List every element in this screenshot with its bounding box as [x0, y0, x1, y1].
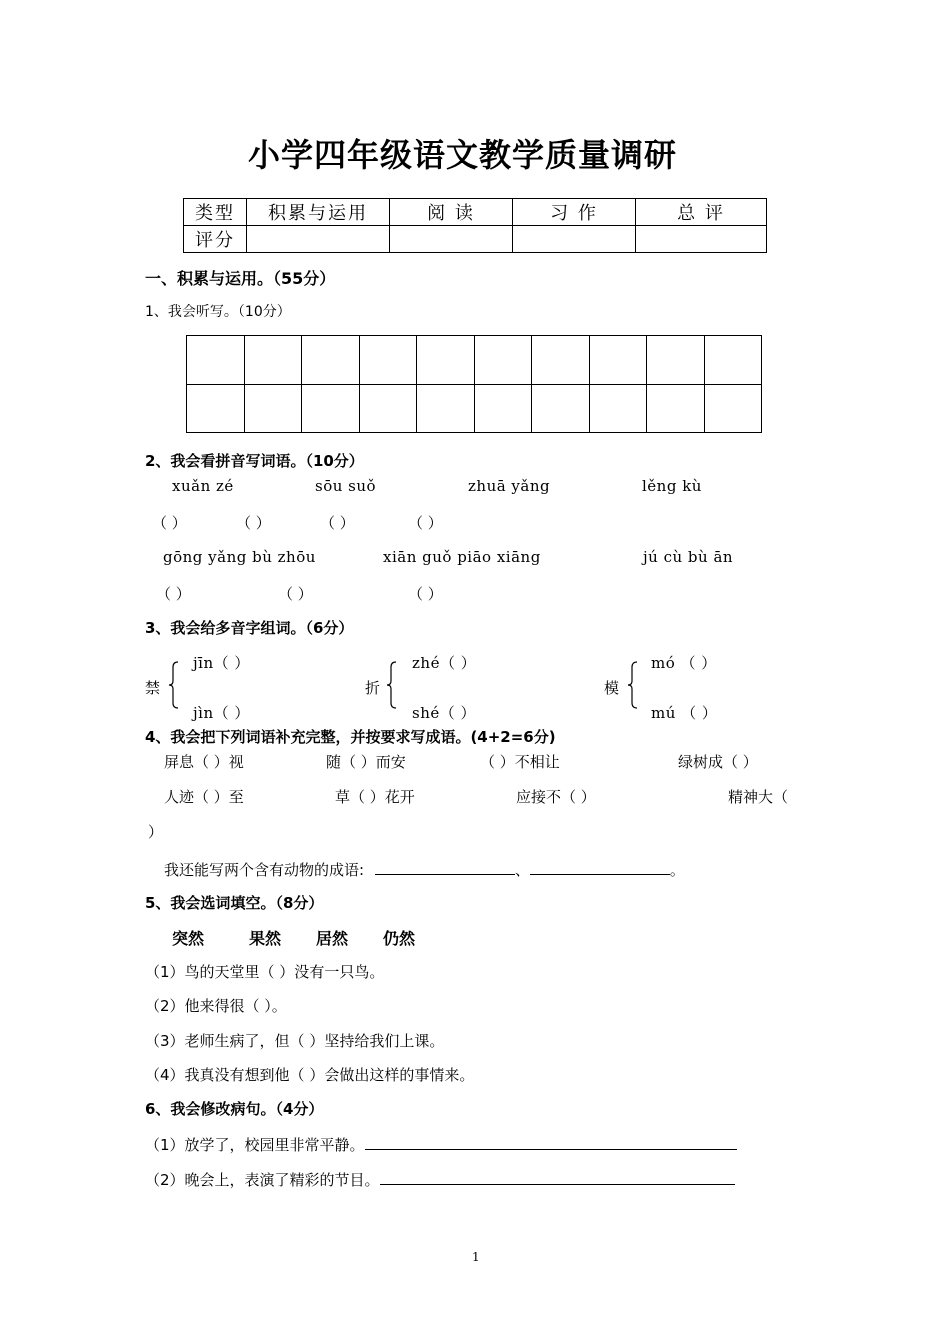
- answer-line[interactable]: [530, 860, 670, 875]
- answer-blank[interactable]: （ ）: [152, 514, 187, 532]
- polyphone-char: 模: [604, 679, 620, 697]
- section-1-heading: 一、积累与运用。（55分）: [145, 269, 336, 288]
- pinyin-3: zhuā yǎng: [468, 477, 551, 495]
- idiom-item[interactable]: 人迹（ ）至: [164, 788, 244, 806]
- grid-cell[interactable]: [417, 336, 475, 385]
- grid-cell[interactable]: [474, 384, 532, 433]
- brace-icon: [628, 661, 638, 709]
- grid-cell[interactable]: [647, 384, 705, 433]
- idiom-item[interactable]: 随（ ）而安: [326, 753, 406, 771]
- pinyin-1: xuǎn zé: [172, 477, 234, 495]
- idiom-item[interactable]: 绿树成（ ）: [678, 753, 758, 771]
- idiom-item[interactable]: 精神大（: [728, 788, 789, 806]
- animal-idiom-prompt: 我还能写两个含有动物的成语:: [164, 861, 365, 879]
- q6-heading: 6、我会修改病句。（4分）: [145, 1100, 324, 1118]
- pinyin-6: xiān guǒ piāo xiāng: [383, 548, 541, 566]
- brace-icon: [169, 661, 179, 709]
- grid-cell[interactable]: [704, 336, 762, 385]
- answer-blank[interactable]: （ ）: [278, 585, 313, 603]
- grid-cell[interactable]: [302, 336, 360, 385]
- sentence-item: [145, 1169, 735, 1190]
- q5-heading: 5、我会选词填空。（8分）: [145, 894, 324, 912]
- fill-item[interactable]: （2）他来得很（ ）。: [145, 997, 287, 1015]
- grid-cell[interactable]: [417, 384, 475, 433]
- idiom-item[interactable]: 草（ ）花开: [335, 788, 415, 806]
- grid-row: [187, 384, 762, 433]
- grid-cell[interactable]: [474, 336, 532, 385]
- pinyin-5: gōng yǎng bù zhōu: [163, 548, 316, 566]
- grid-cell[interactable]: [704, 384, 762, 433]
- score-table: [183, 198, 767, 253]
- pinyin-4: lěng kù: [642, 477, 702, 495]
- grid-cell[interactable]: [244, 384, 302, 433]
- answer-blank[interactable]: （ ）: [320, 514, 355, 532]
- score-cell[interactable]: [247, 226, 390, 253]
- polyphone-reading[interactable]: jìn（ ）: [193, 704, 250, 722]
- header-reading: 阅 读: [390, 199, 513, 226]
- answer-line[interactable]: [365, 1135, 737, 1150]
- grid-cell[interactable]: [359, 336, 417, 385]
- polyphone-char: 折: [365, 679, 381, 697]
- animal-idiom-line: [164, 859, 685, 880]
- separator: 、: [514, 861, 530, 879]
- answer-blank[interactable]: （ ）: [408, 514, 443, 532]
- grid-cell[interactable]: [302, 384, 360, 433]
- pinyin-2: sōu suǒ: [315, 477, 377, 495]
- score-cell[interactable]: [390, 226, 513, 253]
- answer-blank[interactable]: （ ）: [408, 585, 443, 603]
- word-option: 突然: [172, 929, 205, 948]
- score-cell[interactable]: [636, 226, 767, 253]
- grid-cell[interactable]: [187, 384, 245, 433]
- fill-item[interactable]: （4）我真没有想到他（ ）会做出这样的事情来。: [145, 1066, 475, 1084]
- idiom-item[interactable]: （ ）不相让: [480, 753, 560, 771]
- grid-row: [187, 336, 762, 385]
- answer-line[interactable]: [380, 1170, 735, 1185]
- header-accumulation: 积累与运用: [247, 199, 390, 226]
- grid-cell[interactable]: [244, 336, 302, 385]
- grid-cell[interactable]: [589, 336, 647, 385]
- fill-item[interactable]: （3）老师生病了，但（ ）坚持给我们上课。: [145, 1032, 445, 1050]
- answer-blank[interactable]: （ ）: [156, 585, 191, 603]
- word-option: 仍然: [383, 929, 416, 948]
- page-title: 小学四年级语文教学质量调研: [248, 136, 678, 174]
- q2-heading: 2、我会看拼音写词语。（10分）: [145, 452, 364, 470]
- grid-cell[interactable]: [532, 336, 590, 385]
- polyphone-reading[interactable]: zhé（ ）: [412, 654, 477, 672]
- polyphone-reading[interactable]: mó （ ）: [651, 654, 717, 672]
- header-total: 总 评: [636, 199, 767, 226]
- sentence-item: [145, 1134, 737, 1155]
- sentence-text: （1）放学了，校园里非常平静。: [145, 1136, 365, 1154]
- fill-item[interactable]: （1）鸟的天堂里（ ）没有一只鸟。: [145, 963, 385, 981]
- grid-cell[interactable]: [532, 384, 590, 433]
- header-type: 类型: [184, 199, 247, 226]
- row-label-score: 评分: [184, 226, 247, 253]
- answer-blank[interactable]: （ ）: [236, 514, 271, 532]
- pinyin-7: jú cù bù ān: [643, 548, 734, 566]
- header-writing: 习 作: [513, 199, 636, 226]
- polyphone-char: 禁: [145, 679, 161, 697]
- grid-cell[interactable]: [589, 384, 647, 433]
- polyphone-reading[interactable]: shé（ ）: [412, 704, 477, 722]
- grid-cell[interactable]: [359, 384, 417, 433]
- idiom-item[interactable]: 屏息（ ）视: [164, 753, 244, 771]
- score-value-row: [184, 226, 767, 253]
- idiom-item[interactable]: 应接不（ ）: [516, 788, 596, 806]
- end-mark: 。: [669, 861, 685, 879]
- grid-cell[interactable]: [647, 336, 705, 385]
- polyphone-reading[interactable]: mú （ ）: [651, 704, 718, 722]
- score-cell[interactable]: [513, 226, 636, 253]
- page-number: 1: [472, 1250, 480, 1264]
- q3-heading: 3、我会给多音字组词。（6分）: [145, 619, 354, 637]
- q1-heading: 1、我会听写。（10分）: [145, 304, 291, 320]
- score-header-row: [184, 199, 767, 226]
- polyphone-reading[interactable]: jīn（ ）: [193, 654, 250, 672]
- idiom-item-end: ）: [148, 823, 164, 841]
- brace-icon: [387, 661, 397, 709]
- answer-line[interactable]: [375, 860, 515, 875]
- grid-cell[interactable]: [187, 336, 245, 385]
- word-option: 果然: [249, 929, 282, 948]
- q4-heading: 4、我会把下列词语补充完整，并按要求写成语。(4+2=6分): [145, 728, 556, 746]
- dictation-grid[interactable]: [186, 335, 762, 433]
- word-option: 居然: [316, 929, 349, 948]
- sentence-text: （2）晚会上，表演了精彩的节目。: [145, 1171, 380, 1189]
